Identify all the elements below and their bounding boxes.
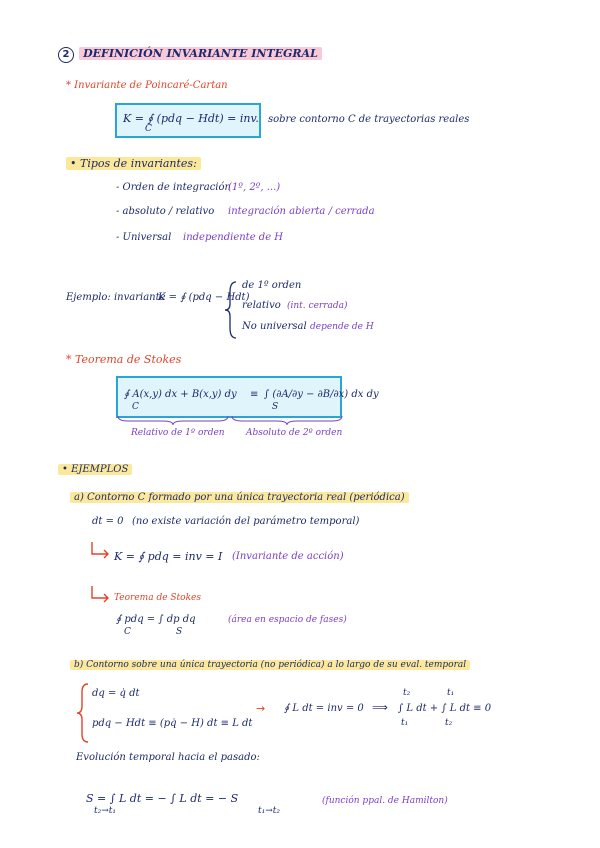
ejemplo-b-result: ∮ L dt = inv = 0 xyxy=(284,703,364,714)
ejemplo-a-stokes-sub-s: S xyxy=(176,627,183,637)
arrow-icon xyxy=(90,542,112,560)
tipo-item-desc: independiente de H xyxy=(183,232,284,243)
ejemplo-b-s-right-sub: t₁→t₂ xyxy=(258,806,280,816)
ejemplo-line: relativo xyxy=(242,300,281,311)
ejemplo-b-evol-heading: Evolución temporal hacia el pasado: xyxy=(76,752,260,763)
invariante-formula-box xyxy=(115,103,261,138)
ejemplo-line: No universal xyxy=(242,321,307,332)
ejemplo-label: Ejemplo: invariante xyxy=(66,292,166,303)
ejemplo-b-sys2: pdq − Hdt ≡ (pq̇ − H) dt ≡ L dt xyxy=(92,718,253,729)
stokes-under-right: Absoluto de 2º orden xyxy=(246,428,343,438)
ejemplo-b-implies: ⟹ xyxy=(372,701,388,714)
invariante-formula: K = ∮ (pdq − Hdt) = inv. xyxy=(123,112,259,125)
ejemplo-a-arrow2: Teorema de Stokes xyxy=(114,593,201,603)
section-number: 2 xyxy=(58,47,74,63)
ejemplo-a-heading: a) Contorno C formado por una única trayectoria real (periódica) xyxy=(70,492,409,503)
ejemplo-a-stokes-sub-c: C xyxy=(124,627,131,637)
ejemplo-b-lim2-bot: t₂ xyxy=(445,718,453,728)
invariante-formula-sub: C xyxy=(145,124,152,134)
stokes-under-left: Relativo de 1º orden xyxy=(131,428,225,438)
tipo-item-desc: integración abierta / cerrada xyxy=(228,206,375,217)
ejemplo-a-line1-note: (no existe variación del parámetro temporal) xyxy=(132,516,360,527)
ejemplo-a-stokes-eq: ∮ pdq = ∫ dp dq xyxy=(116,614,196,625)
ejemplo-line-note: (int. cerrada) xyxy=(287,301,348,311)
section-heading: DEFINICIÓN INVARIANTE INTEGRAL xyxy=(79,47,322,60)
ejemplo-b-brace xyxy=(76,682,90,744)
ejemplo-b-s-left-sub: t₂→t₁ xyxy=(94,806,116,816)
tipo-item-label: - Universal xyxy=(116,232,172,243)
ejemplo-line: de 1º orden xyxy=(242,280,302,291)
stokes-heading: * Teorema de Stokes xyxy=(66,353,182,366)
ejemplo-a-stokes-note: (área en espacio de fases) xyxy=(228,615,347,625)
ejemplo-b-lim1-bot: t₁ xyxy=(401,718,409,728)
tipo-item-label: - Orden de integración xyxy=(116,182,231,193)
ejemplos-heading: • EJEMPLOS xyxy=(58,464,132,475)
invariante-heading: * Invariante de Poincaré-Cartan xyxy=(66,80,228,91)
ejemplo-b-sys1: dq = q̇ dt xyxy=(92,688,140,699)
ejemplo-b-arrow: → xyxy=(256,702,266,715)
ejemplo-b-heading: b) Contorno sobre una única trayectoria (no periódica) a lo largo de su eval. temporal xyxy=(70,660,470,670)
ejemplo-a-line1: dt = 0 xyxy=(92,516,124,527)
ejemplo-b-final-note: (función ppal. de Hamilton) xyxy=(322,796,448,806)
tipo-item-label: - absoluto / relativo xyxy=(116,206,215,217)
stokes-rhs: ∫ (∂A/∂y − ∂B/∂x) dx dy xyxy=(264,389,379,400)
stokes-relation: ≡ xyxy=(250,389,259,400)
stokes-lhs-sub: C xyxy=(132,402,139,412)
stokes-lhs: ∮ A(x,y) dx + B(x,y) dy xyxy=(124,389,237,400)
ejemplo-a-arrow1: K = ∮ pdq = inv = I xyxy=(114,550,223,563)
ejemplo-a-arrow1-note: (Invariante de acción) xyxy=(232,551,344,562)
stokes-left-underbrace xyxy=(118,416,228,426)
tipos-heading: • Tipos de invariantes: xyxy=(66,157,201,170)
ejemplo-formula: K = ∮ (pdq − Hdt) xyxy=(158,292,250,303)
arrow-icon xyxy=(90,586,112,604)
ejemplo-b-integral: ∫ L dt + ∫ L dt ≡ 0 xyxy=(398,703,492,714)
stokes-rhs-sub: S xyxy=(272,402,279,412)
ejemplo-b-lim2-top: t₁ xyxy=(447,688,455,698)
tipo-item-desc: (1º, 2º, ...) xyxy=(228,182,281,193)
ejemplo-line-note: depende de H xyxy=(310,322,374,332)
ejemplo-b-final-eq: S = ∫ L dt = − ∫ L dt = − S xyxy=(86,792,239,805)
section-title xyxy=(58,42,322,63)
stokes-formula-box xyxy=(116,376,379,418)
ejemplo-b-lim1-top: t₂ xyxy=(403,688,411,698)
stokes-right-underbrace xyxy=(232,416,342,426)
invariante-note: sobre contorno C de trayectorias reales xyxy=(268,114,470,125)
ejemplo-brace xyxy=(224,280,244,340)
